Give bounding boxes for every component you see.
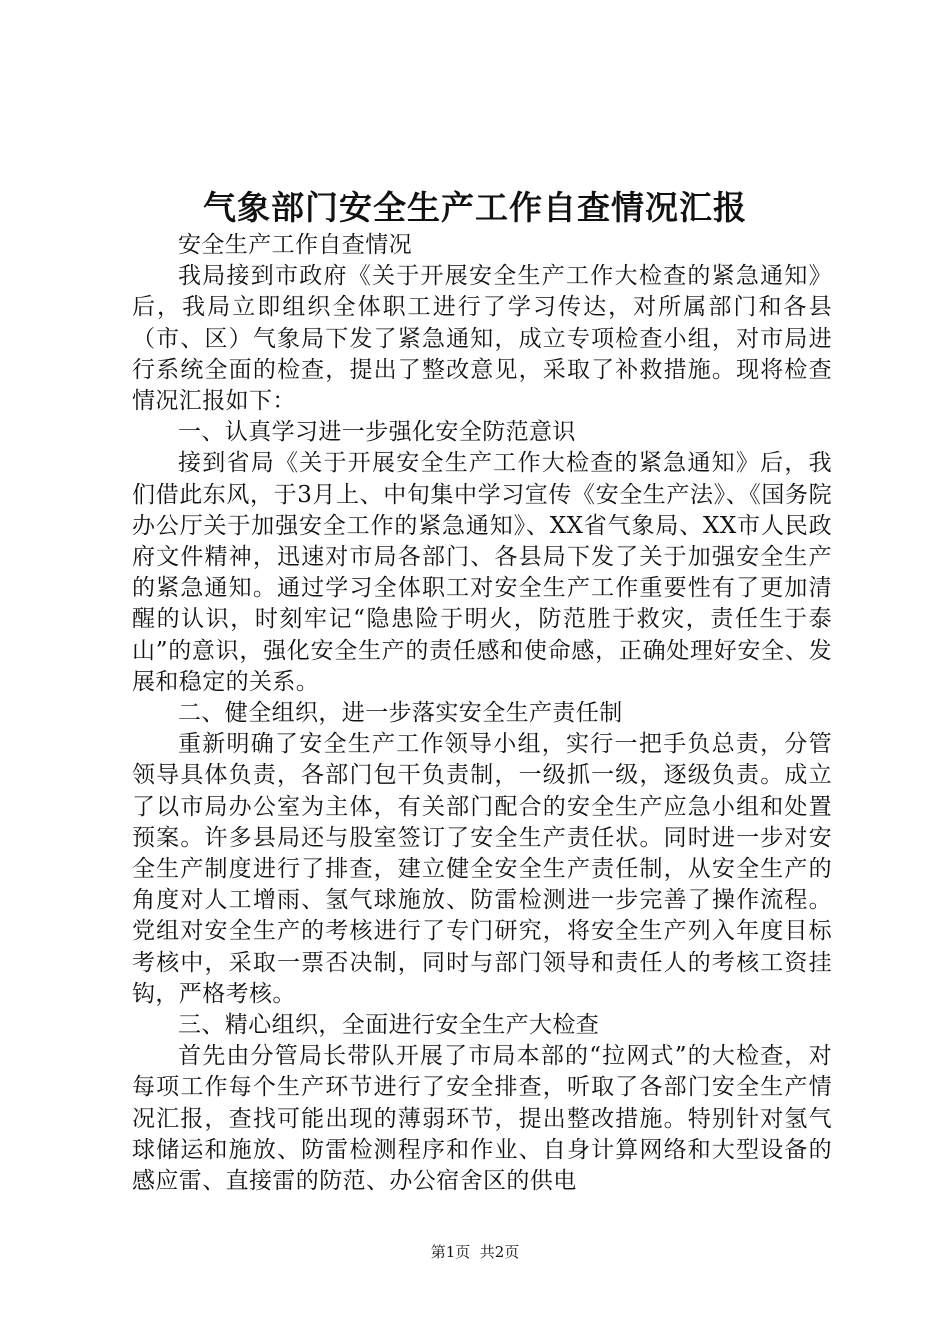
section-heading-1: 一、认真学习进一步强化安全防范意识 (178, 419, 576, 446)
section-paragraph-1: 接到省局《关于开展安全生产工作大检查的紧急通知》后，我们借此东风，于3月上、中旬集中学习宣传《安全生产法》、《国务院办公厅关于加强安全工作的紧急通知》、XX省气象局、XX市人民政府文件精神，迅速对市局各部门、各县局下发了关于加强安全生产的紧急通知。通过学习全体职工对安全生产工作重要性有了更加清醒的认识，时刻牢记“隐患险于明火，防范胜于救灾，责任生于泰山”的意识，强化安全生产的责任感和使命感，正确处理好安全、发展和稳定的关系。 (132, 450, 832, 695)
intro-paragraph: 我局接到市政府《关于开展安全生产工作大检查的紧急通知》后，我局立即组织全体职工进行了学习传达，对所属部门和各县（市、区）气象局下发了紧急通知，成立专项检查小组，对市局进行系统全面的检查，提出了整改意见，采取了补救措施。现将检查情况汇报如下： (132, 263, 832, 415)
page-footer (0, 1242, 950, 1262)
section-heading-3: 三、精心组织，全面进行安全生产大检查 (178, 1012, 600, 1039)
page-number: 第1页 共2页 (430, 1243, 520, 1261)
section-subtitle: 安全生产工作自查情况 (178, 232, 412, 258)
document-body (132, 230, 832, 1197)
section-heading-2: 二、健全组织，进一步落实安全生产责任制 (178, 700, 623, 727)
section-paragraph-3: 首先由分管局长带队开展了市局本部的“拉网式”的大检查，对每项工作每个生产环节进行了安全排查，听取了各部门安全生产情况汇报，查找可能出现的薄弱环节，提出整改措施。特别针对氢气球储运和施放、防雷检测程序和作业、自身计算网络和大型设备的感应雷、直接雷的防范、办公宿舍区的供电 (132, 1043, 832, 1195)
section-paragraph-2: 重新明确了安全生产工作领导小组，实行一把手负总责，分管领导具体负责，各部门包干负责制，一级抓一级，逐级负责。成立了以市局办公室为主体，有关部门配合的安全生产应急小组和处置预案。许多县局还与股室签订了安全生产责任状。同时进一步对安全生产制度进行了排查，建立健全安全生产责任制，从安全生产的角度对人工增雨、氢气球施放、防雷检测进一步完善了操作流程。党组对安全生产的考核进行了专门研究，将安全生产列入年度目标考核中，采取一票否决制，同时与部门领导和责任人的考核工资挂钩，严格考核。 (132, 731, 832, 1007)
document-title: 气象部门安全生产工作自查情况汇报 (203, 188, 747, 227)
